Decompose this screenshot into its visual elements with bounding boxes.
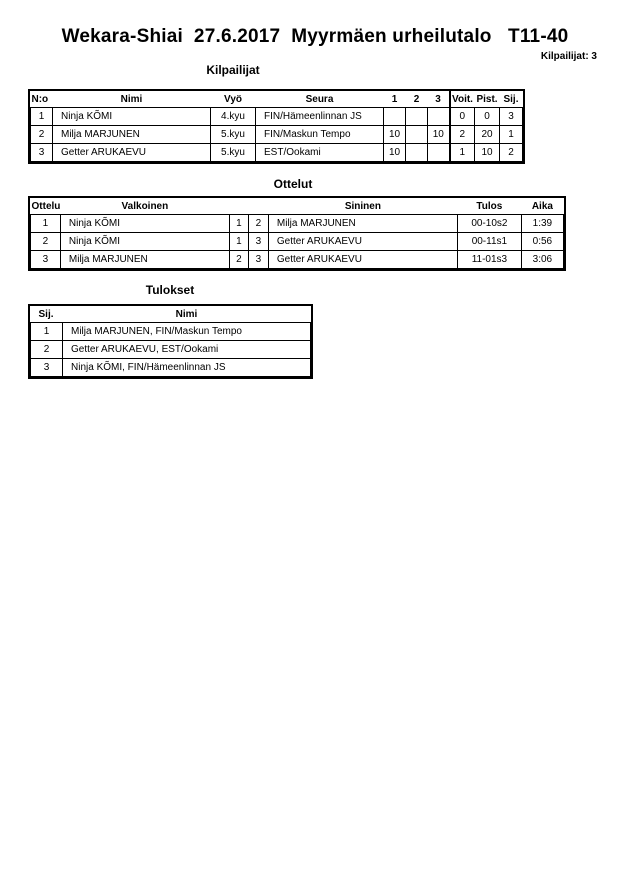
cell-points: 0	[475, 108, 500, 126]
cell-time: 0:56	[521, 233, 563, 251]
cell-rank: 2	[31, 341, 63, 359]
cell-match3: 10	[428, 126, 450, 144]
cell-wins: 0	[450, 108, 475, 126]
cell-belt: 5.kyu	[211, 126, 256, 144]
cell-result: 00-10s2	[457, 215, 521, 233]
cell-blue-name: Getter ARUKAEVU	[268, 251, 457, 269]
cell-blue-no: 3	[248, 251, 268, 269]
results-header-row	[31, 306, 311, 323]
competitors-header-belt: Vyö	[211, 91, 256, 108]
document-title: Wekara-Shiai 27.6.2017 Myyrmäen urheilutalo T11-40	[61, 26, 569, 47]
cell-belt: 5.kyu	[211, 144, 256, 162]
matches-header-time: Aika	[521, 198, 563, 215]
table-row	[31, 251, 564, 269]
matches-header-white: Valkoinen	[60, 198, 229, 215]
cell-rank: 3	[31, 359, 63, 377]
competitors-header-row	[31, 91, 523, 108]
cell-name: Getter ARUKAEVU	[53, 144, 211, 162]
cell-name: Ninja KÕMI	[53, 108, 211, 126]
table-row	[31, 323, 311, 341]
matches-table	[28, 196, 566, 271]
cell-match-no: 1	[31, 215, 61, 233]
section-heading-matches: Ottelut	[273, 177, 313, 191]
table-row	[31, 341, 311, 359]
cell-match3	[428, 144, 450, 162]
table-row	[31, 215, 564, 233]
cell-white-no: 1	[229, 233, 248, 251]
cell-match2	[406, 108, 428, 126]
cell-name: Ninja KÕMI, FIN/Hämeenlinnan JS	[63, 359, 311, 377]
cell-points: 10	[475, 144, 500, 162]
cell-match-no: 2	[31, 233, 61, 251]
cell-belt: 4.kyu	[211, 108, 256, 126]
cell-no: 1	[31, 108, 53, 126]
table-row	[31, 108, 523, 126]
matches-header-spacer	[229, 198, 268, 215]
results-header-name: Nimi	[63, 306, 311, 323]
participants-count: Kilpailijat: 3	[540, 51, 597, 62]
cell-name: Getter ARUKAEVU, EST/Ookami	[63, 341, 311, 359]
section-heading-competitors: Kilpailijat	[206, 63, 260, 77]
cell-time: 3:06	[521, 251, 563, 269]
matches-header-match: Ottelu	[31, 198, 61, 215]
competitors-header-wins: Voit.	[450, 91, 475, 108]
competitors-table	[28, 89, 525, 164]
cell-rank: 1	[31, 323, 63, 341]
competitors-header-match3: 3	[428, 91, 450, 108]
matches-header-result: Tulos	[457, 198, 521, 215]
cell-blue-name: Milja MARJUNEN	[268, 215, 457, 233]
cell-rank: 3	[500, 108, 523, 126]
cell-match2	[406, 126, 428, 144]
cell-club: FIN/Maskun Tempo	[256, 126, 384, 144]
matches-header-blue: Sininen	[268, 198, 457, 215]
cell-match1: 10	[384, 126, 406, 144]
cell-wins: 2	[450, 126, 475, 144]
cell-match2	[406, 144, 428, 162]
competitors-header-rank: Sij.	[500, 91, 523, 108]
matches-header-row	[31, 198, 564, 215]
competitors-header-club: Seura	[256, 91, 384, 108]
cell-result: 11-01s3	[457, 251, 521, 269]
table-row	[31, 233, 564, 251]
cell-no: 2	[31, 126, 53, 144]
cell-white-no: 2	[229, 251, 248, 269]
competitors-header-name: Nimi	[53, 91, 211, 108]
cell-match3	[428, 108, 450, 126]
competitors-header-match2: 2	[406, 91, 428, 108]
cell-blue-name: Getter ARUKAEVU	[268, 233, 457, 251]
cell-result: 00-11s1	[457, 233, 521, 251]
cell-no: 3	[31, 144, 53, 162]
cell-blue-no: 3	[248, 233, 268, 251]
cell-rank: 2	[500, 144, 523, 162]
cell-match-no: 3	[31, 251, 61, 269]
cell-wins: 1	[450, 144, 475, 162]
cell-white-name: Milja MARJUNEN	[60, 251, 229, 269]
cell-points: 20	[475, 126, 500, 144]
cell-club: FIN/Hämeenlinnan JS	[256, 108, 384, 126]
cell-match1	[384, 108, 406, 126]
competitors-header-match1: 1	[384, 91, 406, 108]
cell-white-no: 1	[229, 215, 248, 233]
cell-time: 1:39	[521, 215, 563, 233]
results-header-rank: Sij.	[31, 306, 63, 323]
cell-club: EST/Ookami	[256, 144, 384, 162]
competitors-header-no: N:o	[31, 91, 53, 108]
cell-white-name: Ninja KÕMI	[60, 215, 229, 233]
cell-rank: 1	[500, 126, 523, 144]
table-row	[31, 144, 523, 162]
cell-blue-no: 2	[248, 215, 268, 233]
competitors-header-points: Pist.	[475, 91, 500, 108]
cell-name: Milja MARJUNEN	[53, 126, 211, 144]
table-row	[31, 359, 311, 377]
table-row	[31, 126, 523, 144]
section-heading-results: Tulokset	[145, 283, 195, 297]
cell-white-name: Ninja KÕMI	[60, 233, 229, 251]
cell-match1: 10	[384, 144, 406, 162]
cell-name: Milja MARJUNEN, FIN/Maskun Tempo	[63, 323, 311, 341]
results-table	[28, 304, 313, 379]
